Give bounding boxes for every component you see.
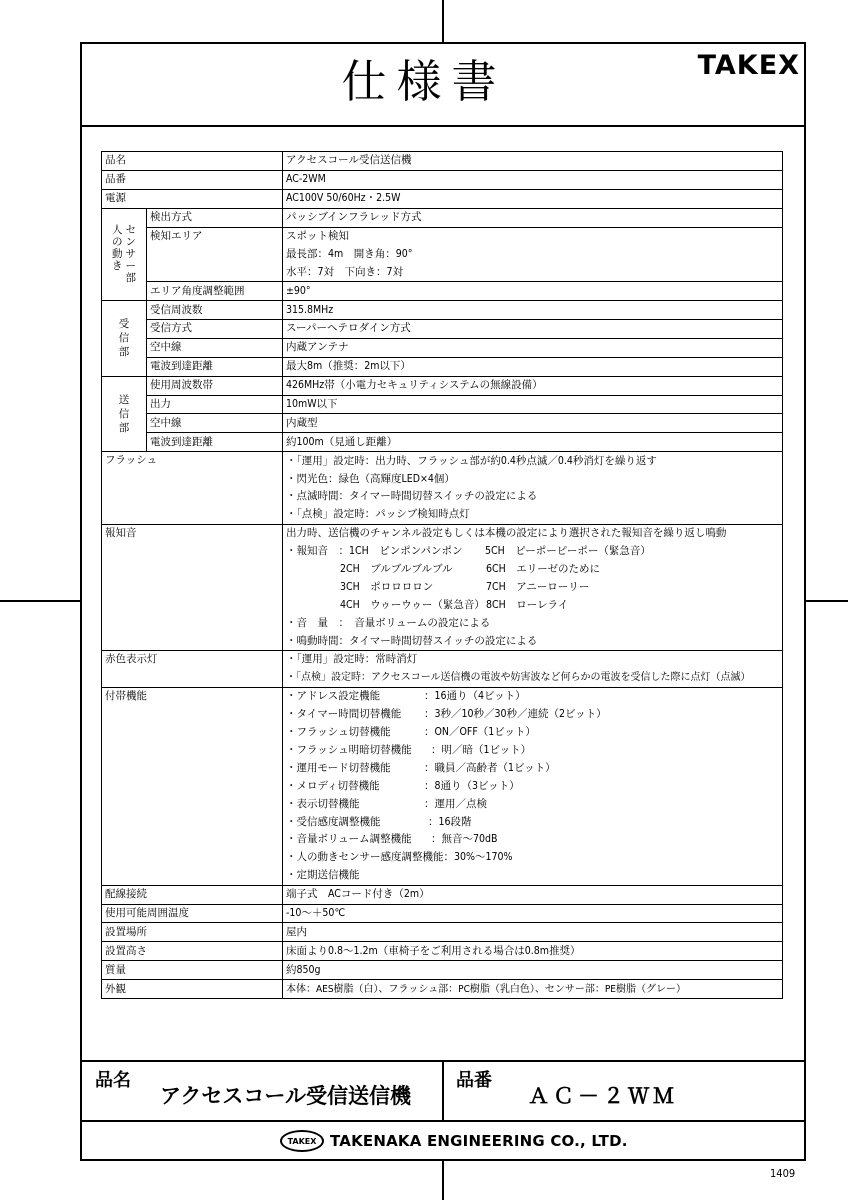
table-row xyxy=(102,189,783,208)
registration-mark-top xyxy=(442,0,444,42)
spec-value: 2CH ブルブルブルブル 6CH エリーゼのために xyxy=(283,561,783,579)
spec-label: 受信方式 xyxy=(147,320,283,339)
document-title: 仕様書 xyxy=(341,55,507,108)
spec-table xyxy=(101,151,783,999)
spec-label: 設置高さ xyxy=(102,942,283,961)
spec-value: 最大8m（推奨：2m以下） xyxy=(283,357,783,376)
table-row xyxy=(102,227,783,245)
spec-value: ・音量ボリューム調整機能 ：無音～70dB xyxy=(283,831,783,849)
document-number: 1409 xyxy=(770,1167,796,1180)
footer-column-divider xyxy=(442,1060,444,1122)
spec-value: ・メロディ切替機能 ：8通り（3ビット） xyxy=(283,777,783,795)
spec-value: ・閃光色：緑色（高輝度LED×4個） xyxy=(283,470,783,488)
footer-code-label: 品番 xyxy=(456,1070,492,1091)
spec-value: 本体：AES樹脂（白）、フラッシュ部：PC樹脂（乳白色）、センサー部：PE樹脂（グレー） xyxy=(283,980,783,999)
table-row xyxy=(102,651,783,669)
spec-value: 10mW以下 xyxy=(283,395,783,414)
table-row xyxy=(102,961,783,980)
receiver-group-label: 受 信 部 xyxy=(102,301,147,377)
table-row xyxy=(102,301,783,320)
spec-value: アクセスコール受信送信機 xyxy=(283,152,783,171)
table-row xyxy=(102,208,783,227)
spec-value: 3CH ポロロロロン 7CH アニーローリー xyxy=(283,578,783,596)
spec-label: 配線接続 xyxy=(102,885,283,904)
spec-value: -10～＋50℃ xyxy=(283,904,783,923)
company-block xyxy=(280,1127,628,1155)
sensor-group-label: セ ン サ ー 部 人 の 動 き xyxy=(102,208,147,300)
registration-mark-right xyxy=(806,600,848,602)
spec-value: ・定期送信機能 xyxy=(283,867,783,885)
spec-label: 使用可能周囲温度 xyxy=(102,904,283,923)
table-row xyxy=(102,885,783,904)
table-row xyxy=(102,524,783,542)
spec-label: 報知音 xyxy=(102,524,283,650)
spec-value: ・タイマー時間切替機能 ：3秒／10秒／30秒／連続（2ビット） xyxy=(283,706,783,724)
spec-value: 内蔵型 xyxy=(283,414,783,433)
spec-value: ・「点検」設定時：アクセスコール送信機の電波や妨害波など何らかの電波を受信した際に点灯（点滅） xyxy=(283,669,783,687)
spec-label: 空中線 xyxy=(147,338,283,357)
spec-value: ・フラッシュ明暗切替機能 ：明／暗（1ビット） xyxy=(283,742,783,760)
takex-logo: TAKEX xyxy=(280,1130,324,1152)
spec-value: AC100V 50/60Hz・2.5W xyxy=(283,189,783,208)
footer-name-value: アクセスコール受信送信機 xyxy=(160,1084,411,1108)
spec-label: 検出方式 xyxy=(147,208,283,227)
spec-label: 質量 xyxy=(102,961,283,980)
spec-value: ±90° xyxy=(283,282,783,301)
spec-label: 空中線 xyxy=(147,414,283,433)
spec-label: 品番 xyxy=(102,170,283,189)
spec-value: 床面より0.8～1.2m（車椅子をご利用される場合は0.8m推奨） xyxy=(283,942,783,961)
spec-label: 電波到達距離 xyxy=(147,433,283,452)
spec-value: ・「運用」設定時：出力時、フラッシュ部が約0.4秒点滅／0.4秒消灯を繰り返す xyxy=(283,452,783,470)
spec-label: 電源 xyxy=(102,189,283,208)
spec-value: スーパーヘテロダイン方式 xyxy=(283,320,783,339)
table-row xyxy=(102,904,783,923)
company-name: TAKENAKA ENGINEERING CO., LTD. xyxy=(330,1132,628,1150)
spec-value: ・表示切替機能 ：運用／点検 xyxy=(283,795,783,813)
registration-mark-bottom xyxy=(442,1161,444,1200)
spec-value: ・受信感度調整機能 ：16段階 xyxy=(283,813,783,831)
spec-label: 品名 xyxy=(102,152,283,171)
spec-value: ・フラッシュ切替機能 ：ON／OFF（1ビット） xyxy=(283,724,783,742)
spec-value: 水平：7対 下向き：7対 xyxy=(283,263,783,281)
spec-label: 電波到達距離 xyxy=(147,357,283,376)
footer-name-label: 品名 xyxy=(95,1070,131,1091)
table-row xyxy=(102,687,783,705)
table-row xyxy=(102,414,783,433)
table-row xyxy=(102,980,783,999)
registration-mark-left xyxy=(0,600,80,602)
footer-code-value: ＡＣ－２ＷＭ xyxy=(528,1084,678,1108)
spec-value: ・運用モード切替機能 ：職員／高齢者（1ビット） xyxy=(283,759,783,777)
spec-label: 出力 xyxy=(147,395,283,414)
spec-value: 内蔵アンテナ xyxy=(283,338,783,357)
spec-label: 検知エリア xyxy=(147,227,283,282)
spec-label: 設置場所 xyxy=(102,923,283,942)
table-row xyxy=(102,282,783,301)
header-divider xyxy=(80,125,806,127)
spec-label: フラッシュ xyxy=(102,452,283,525)
spec-value: ・「運用」設定時：常時消灯 xyxy=(283,651,783,669)
table-row xyxy=(102,452,783,470)
spec-value: 約850g xyxy=(283,961,783,980)
spec-value: 426MHz帯（小電力セキュリティシステムの無線設備） xyxy=(283,376,783,395)
spec-value: 最長部：4m 開き角：90° xyxy=(283,245,783,263)
spec-value: スポット検知 xyxy=(283,227,783,245)
spec-label: 使用周波数帯 xyxy=(147,376,283,395)
table-row xyxy=(102,170,783,189)
spec-value: 出力時、送信機のチャンネル設定もしくは本機の設定により選択された報知音を繰り返し鳴動 xyxy=(283,524,783,542)
spec-label: 受信周波数 xyxy=(147,301,283,320)
table-row xyxy=(102,433,783,452)
table-row xyxy=(102,376,783,395)
spec-label: 付帯機能 xyxy=(102,687,283,885)
spec-value: 4CH ウゥーウゥー（緊急音）8CH ローレライ xyxy=(283,596,783,614)
spec-value: 屋内 xyxy=(283,923,783,942)
brand-logo: TAKEX xyxy=(697,50,800,81)
spec-value: 約100m（見通し距離） xyxy=(283,433,783,452)
spec-value: パッシブインフラレッド方式 xyxy=(283,208,783,227)
spec-label: エリア角度調整範囲 xyxy=(147,282,283,301)
table-row xyxy=(102,320,783,339)
spec-value: ・鳴動時間：タイマー時間切替スイッチの設定による xyxy=(283,632,783,650)
table-row xyxy=(102,942,783,961)
spec-value: ・「点検」設定時：パッシブ検知時点灯 xyxy=(283,506,783,524)
transmitter-group-label: 送 信 部 xyxy=(102,376,147,452)
spec-value: AC-2WM xyxy=(283,170,783,189)
spec-value: ・報知音 ：1CH ピンポンパンポン 5CH ピーポーピーポー（緊急音） xyxy=(283,543,783,561)
table-row xyxy=(102,923,783,942)
spec-label: 外観 xyxy=(102,980,283,999)
spec-value: ・点滅時間：タイマー時間切替スイッチの設定による xyxy=(283,488,783,506)
spec-value: ・アドレス設定機能 ：16通り（4ビット） xyxy=(283,687,783,705)
spec-label: 赤色表示灯 xyxy=(102,651,283,688)
spec-value: ・人の動きセンサー感度調整機能：30%～170% xyxy=(283,849,783,867)
spec-value: ・音 量 ： 音量ボリュームの設定による xyxy=(283,614,783,632)
spec-value: 端子式 ACコード付き（2m） xyxy=(283,885,783,904)
table-row xyxy=(102,338,783,357)
spec-value: 315.8MHz xyxy=(283,301,783,320)
table-row xyxy=(102,395,783,414)
table-row xyxy=(102,357,783,376)
table-row xyxy=(102,152,783,171)
